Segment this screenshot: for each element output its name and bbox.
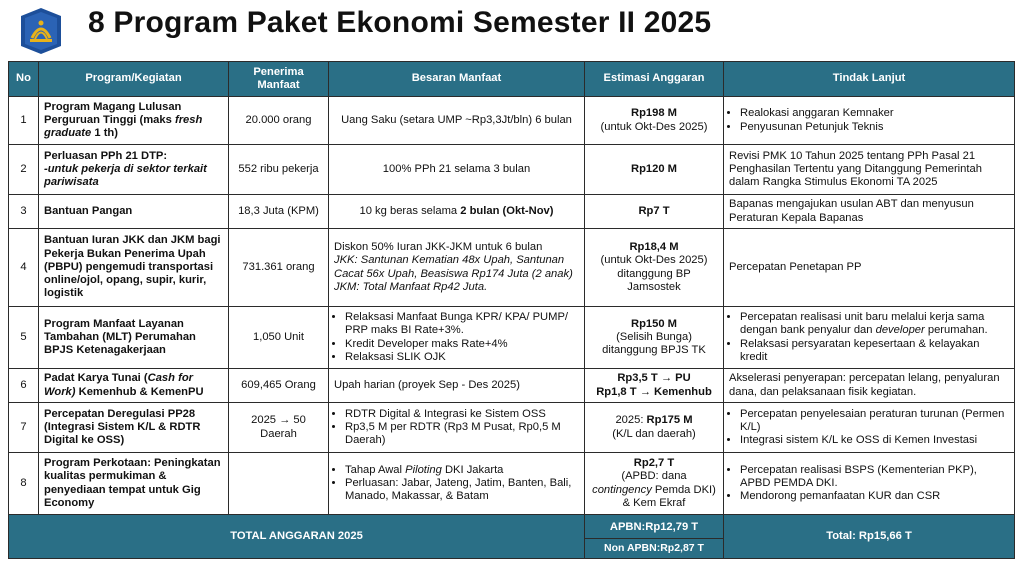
row-program: Bantuan Pangan: [39, 195, 229, 229]
total-amount: Total: Rp15,66 T: [724, 515, 1015, 559]
header-program: Program/Kegiatan: [39, 62, 229, 97]
row-anggaran: 2025: Rp175 M (K/L dan daerah): [585, 403, 724, 453]
row-manfaat: Uang Saku (setara UMP ~Rp3,3Jt/bln) 6 bulan: [329, 97, 585, 145]
row-penerima: 609,465 Orang: [229, 369, 329, 403]
row-program: Perluasan PPh 21 DTP: -untuk pekerja di sektor terkait pariwisata: [39, 145, 229, 195]
table-row: [9, 195, 1015, 229]
row-penerima: 2025 → 50 Daerah: [229, 403, 329, 453]
row-penerima: [229, 453, 329, 515]
row-tindak-lanjut: Percepatan Penetapan PP: [724, 229, 1015, 307]
row-anggaran: Rp198 M (untuk Okt-Des 2025): [585, 97, 724, 145]
row-anggaran: Rp120 M: [585, 145, 724, 195]
row-program: Program Perkotaan: Peningkatan kualitas permukiman & penyediaan tempat untuk Gig Economy: [39, 453, 229, 515]
row-tindak-lanjut: • Percepatan realisasi BSPS (Kementerian PKP), APBD PEMDA DKI. • Mendorong pemanfaatan KUR dan CSR: [724, 453, 1015, 515]
row-tindak-lanjut: Akselerasi penyerapan: percepatan lelang, penyaluran dana, dan pelaksanaan fisik kegiatan.: [724, 369, 1015, 403]
row-tindak-lanjut: • Percepatan penyelesaian peraturan turunan (Permen K/L) • Integrasi sistem K/L ke OSS di Kemen Investasi: [724, 403, 1015, 453]
row-manfaat: 100% PPh 21 selama 3 bulan: [329, 145, 585, 195]
total-apbn: APBN:Rp12,79 T: [585, 519, 723, 539]
header-anggaran: Estimasi Anggaran: [585, 62, 724, 97]
row-tindak-lanjut: Revisi PMK 10 Tahun 2025 tentang PPh Pasal 21 Penghasilan Tertentu yang Ditanggung Pemerintah dalam Rangka Stimulus Ekonomi TA 2025: [724, 145, 1015, 195]
table-row: [9, 369, 1015, 403]
row-no: 7: [9, 403, 39, 453]
row-manfaat: Upah harian (proyek Sep - Des 2025): [329, 369, 585, 403]
row-program: Program Magang Lulusan Perguruan Tinggi (maks fresh graduate 1 th): [39, 97, 229, 145]
row-anggaran: Rp7 T: [585, 195, 724, 229]
table-row: [9, 307, 1015, 369]
table-row: [9, 229, 1015, 307]
page-title: 8 Program Paket Ekonomi Semester II 2025: [88, 6, 712, 39]
row-no: 6: [9, 369, 39, 403]
row-program: Program Manfaat Layanan Tambahan (MLT) Perumahan BPJS Ketenagakerjaan: [39, 307, 229, 369]
row-anggaran: Rp150 M (Selisih Bunga) ditanggung BPJS TK: [585, 307, 724, 369]
total-label: TOTAL ANGGARAN 2025: [9, 515, 585, 559]
row-no: 5: [9, 307, 39, 369]
row-program: Bantuan Iuran JKK dan JKM bagi Pekerja Bukan Penerima Upah (PBPU) pengemudi transportasi online/ojol, opang, supir, kurir, logistik: [39, 229, 229, 307]
row-program: Percepatan Deregulasi PP28 (Integrasi Sistem K/L & RDTR Digital ke OSS): [39, 403, 229, 453]
row-penerima: 1,050 Unit: [229, 307, 329, 369]
program-table: [8, 61, 1015, 559]
row-anggaran: Rp18,4 M (untuk Okt-Des 2025) ditanggung BP Jamsostek: [585, 229, 724, 307]
row-tindak-lanjut: Bapanas mengajukan usulan ABT dan menyusun Peraturan Kepala Bapanas: [724, 195, 1015, 229]
row-tindak-lanjut: • Percepatan realisasi unit baru melalui kerja sama dengan bank penyalur dan developer perumahan. • Relaksasi persyaratan kepesertaan & kelayakan kredit: [724, 307, 1015, 369]
row-anggaran: Rp3,5 T → PU Rp1,8 T → Kemenhub: [585, 369, 724, 403]
table-row: [9, 403, 1015, 453]
row-no: 2: [9, 145, 39, 195]
row-no: 4: [9, 229, 39, 307]
row-no: 3: [9, 195, 39, 229]
row-no: 1: [9, 97, 39, 145]
row-penerima: 552 ribu pekerja: [229, 145, 329, 195]
row-penerima: 20.000 orang: [229, 97, 329, 145]
total-row: [9, 515, 1015, 559]
row-manfaat: 10 kg beras selama 2 bulan (Okt-Nov): [329, 195, 585, 229]
row-tindak-lanjut: • Realokasi anggaran Kemnaker • Penyusunan Petunjuk Teknis: [724, 97, 1015, 145]
table-header-row: [9, 62, 1015, 97]
table-row: [9, 97, 1015, 145]
row-manfaat: Diskon 50% Iuran JKK-JKM untuk 6 bulan JKK: Santunan Kematian 48x Upah, Santunan Cacat 56x Upah, Beasiswa Rp174 Juta (2 anak) JKM: Total Manfaat Rp42 Juta.: [329, 229, 585, 307]
header-penerima: Penerima Manfaat: [229, 62, 329, 97]
header: [0, 0, 1024, 60]
row-manfaat: • RDTR Digital & Integrasi ke Sistem OSS • Rp3,5 M per RDTR (Rp3 M Pusat, Rp0,5 M Daerah): [329, 403, 585, 453]
table-row: [9, 145, 1015, 195]
row-program: Padat Karya Tunai (Cash for Work) Kemenhub & KemenPU: [39, 369, 229, 403]
row-manfaat: • Tahap Awal Piloting DKI Jakarta • Perluasan: Jabar, Jateng, Jatim, Banten, Bali, Manado, Makassar, & Batam: [329, 453, 585, 515]
header-manfaat: Besaran Manfaat: [329, 62, 585, 97]
header-tindak-lanjut: Tindak Lanjut: [724, 62, 1015, 97]
row-no: 8: [9, 453, 39, 515]
ministry-logo-icon: [16, 6, 66, 56]
table-row: [9, 453, 1015, 515]
row-anggaran: Rp2,7 T (APBD: dana contingency Pemda DKI) & Kem Ekraf: [585, 453, 724, 515]
header-no: No: [9, 62, 39, 97]
row-penerima: 18,3 Juta (KPM): [229, 195, 329, 229]
total-non-apbn: Non APBN:Rp2,87 T: [604, 541, 704, 554]
row-penerima: 731.361 orang: [229, 229, 329, 307]
row-manfaat: • Relaksasi Manfaat Bunga KPR/ KPA/ PUMP/ PRP maks BI Rate+3%. • Kredit Developer maks Rate+4% • Relaksasi SLIK OJK: [329, 307, 585, 369]
total-anggaran-split: [585, 515, 724, 559]
